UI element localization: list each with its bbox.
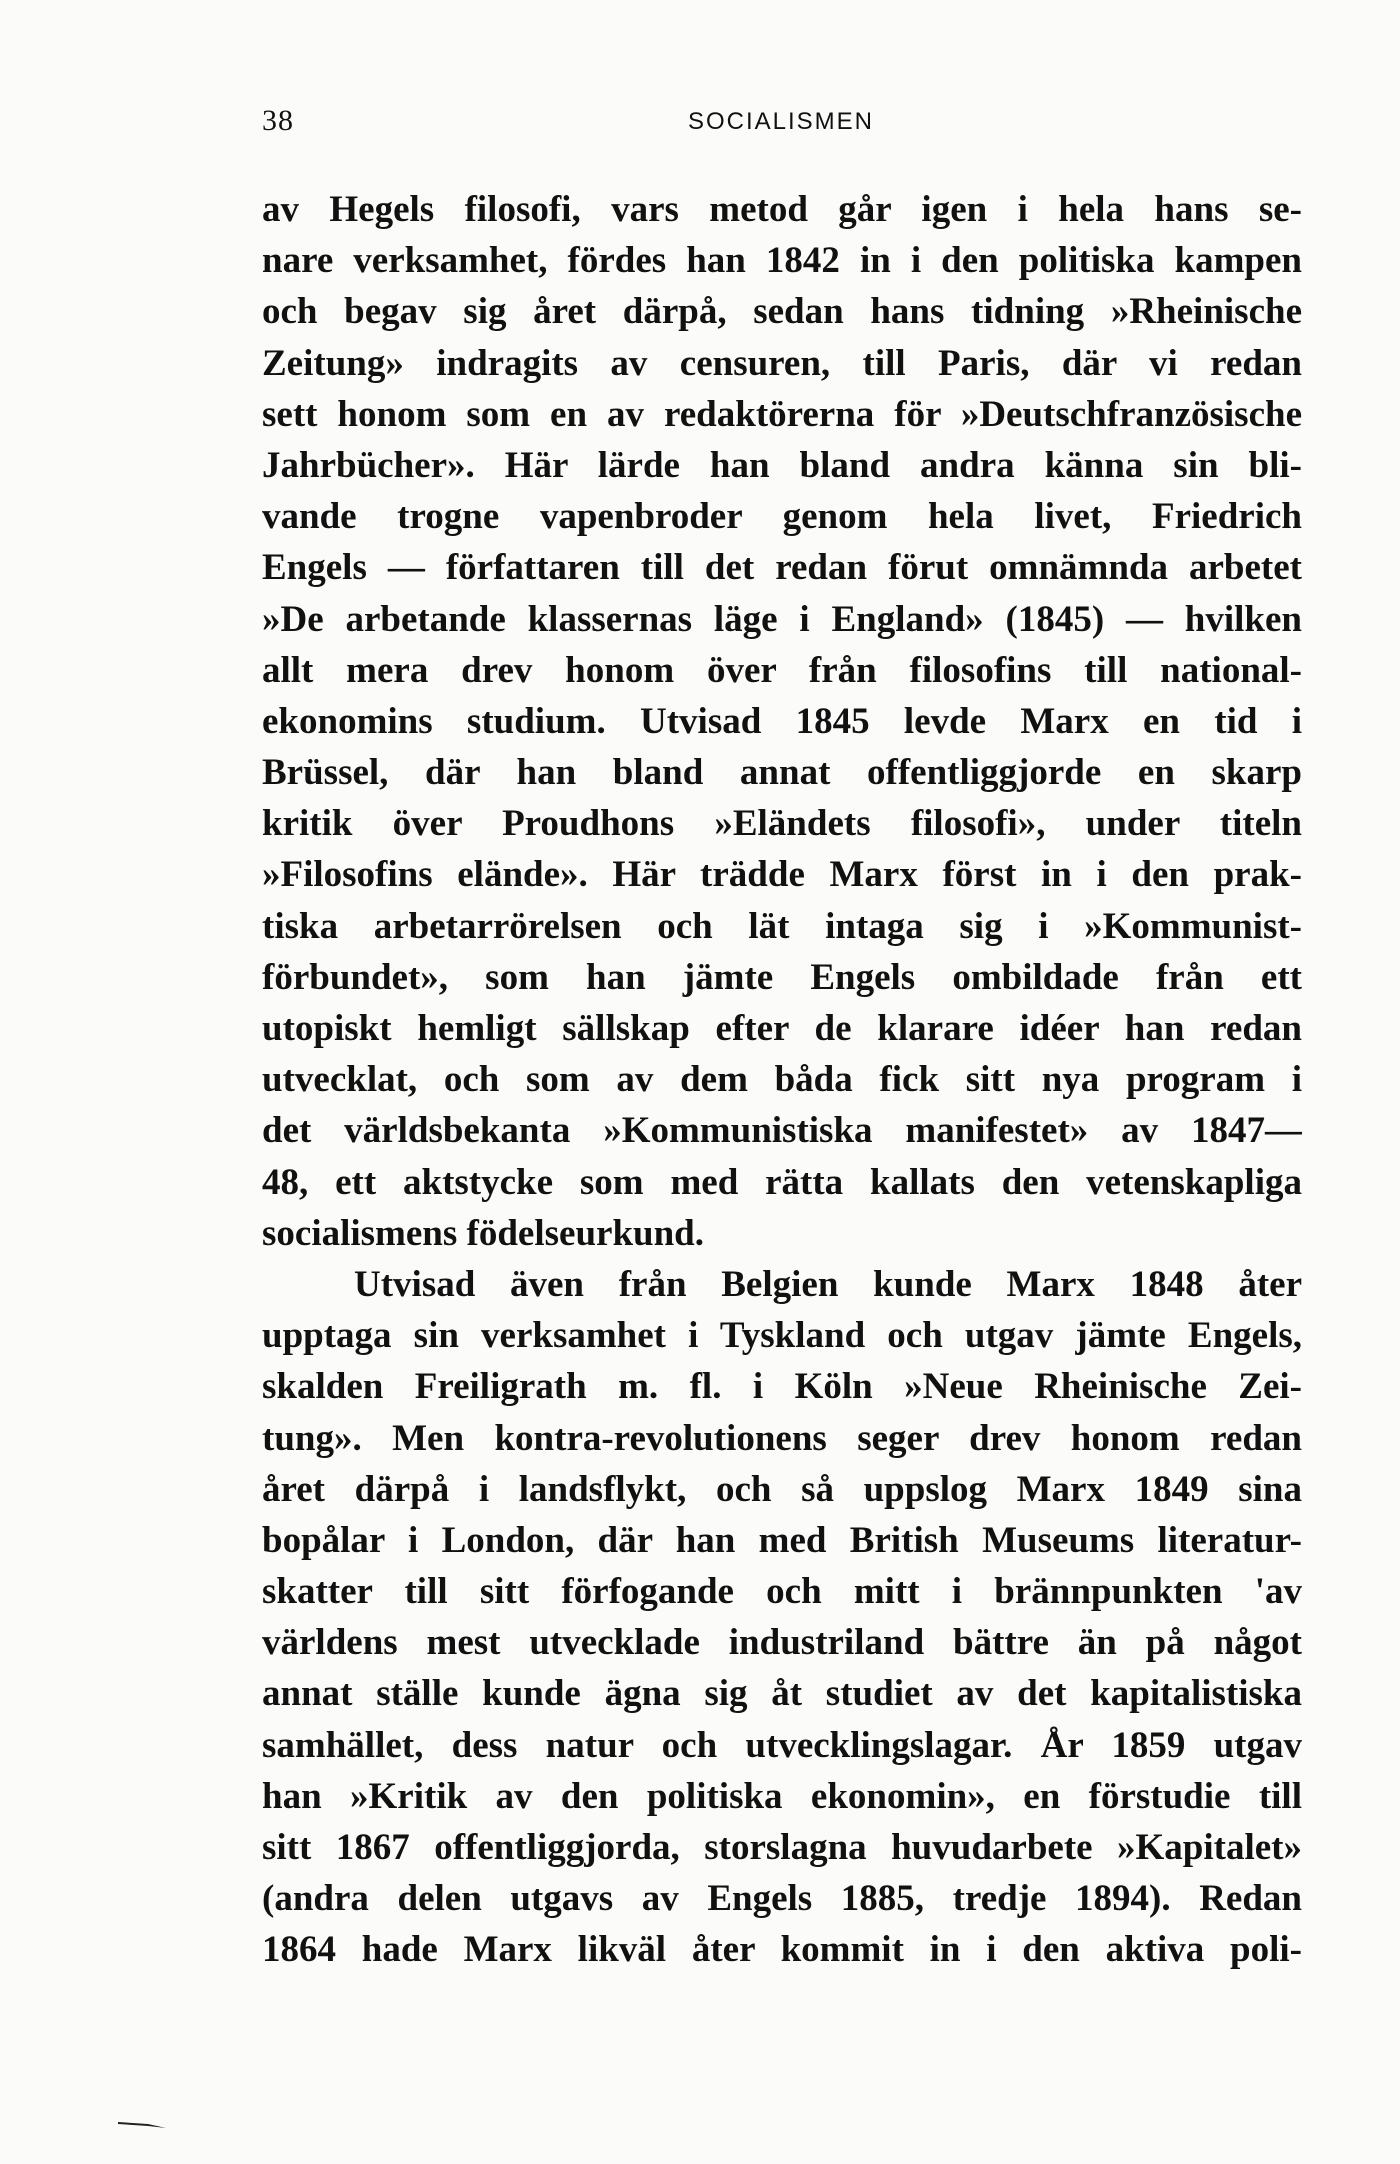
text-line: socialismens födelseurkund. xyxy=(262,1212,705,1254)
text-line: »De arbetande klassernas läge i England» (1845) — hvilken xyxy=(262,598,1302,640)
text-line: tiska arbetarrörelsen och lät intaga sig i »Kommunist- xyxy=(262,905,1302,947)
text-line: vande trogne vapenbroder genom hela livet, Friedrich xyxy=(262,496,1302,538)
text-line: »Filosofins elände». Här trädde Marx först in i den prak- xyxy=(262,854,1302,896)
text-line: Zeitung» indragits av censuren, till Paris, där vi redan xyxy=(262,342,1302,384)
text-line: han »Kritik av den politiska ekonomin», en förstudie till xyxy=(262,1775,1302,1817)
text-line: annat ställe kunde ägna sig åt studiet av det kapitalistiska xyxy=(262,1673,1302,1715)
text-line: 1864 hade Marx likväl åter kommit in i den aktiva poli- xyxy=(262,1929,1302,1971)
text-line: 48, ett aktstycke som med rätta kallats den vetenskapliga xyxy=(262,1161,1302,1203)
text-line: Jahrbücher». Här lärde han bland andra känna sin bli- xyxy=(262,444,1302,486)
text-line: allt mera drev honom över från filosofins till national- xyxy=(262,649,1302,691)
text-line: Utvisad även från Belgien kunde Marx 1848 åter xyxy=(354,1263,1302,1305)
text-line: kritik över Proudhons »Eländets filosofi», under titeln xyxy=(262,803,1302,845)
text-line: samhället, dess natur och utvecklingslagar. År 1859 utgav xyxy=(262,1724,1302,1766)
text-line: bopålar i London, där han med British Museums literatur- xyxy=(262,1519,1302,1561)
text-line: det världsbekanta »Kommunistiska manifestet» av 1847— xyxy=(262,1110,1302,1152)
text-line: utvecklat, och som av dem båda fick sitt nya program i xyxy=(262,1059,1302,1101)
text-line: Brüssel, där han bland annat offentliggjorde en skarp xyxy=(262,752,1302,794)
text-line: nare verksamhet, fördes han 1842 in i den politiska kampen xyxy=(262,240,1302,282)
text-line: tung». Men kontra-revolutionens seger drev honom redan xyxy=(262,1417,1302,1459)
text-line: skatter till sitt förfogande och mitt i brännpunkten 'av xyxy=(262,1571,1302,1613)
running-title: SOCIALISMEN xyxy=(687,108,875,135)
page-number: 38 xyxy=(262,104,294,137)
text-line: skalden Freiligrath m. fl. i Köln »Neue Rheinische Zei- xyxy=(262,1366,1302,1408)
paragraph-1 xyxy=(262,184,1302,1259)
scan-mark xyxy=(118,2118,166,2130)
text-line: året därpå i landsflykt, och så uppslog Marx 1849 sina xyxy=(262,1468,1302,1510)
text-line: av Hegels filosofi, vars metod går igen i hela hans se- xyxy=(262,189,1302,230)
text-line: utopiskt hemligt sällskap efter de klarare idéer han redan xyxy=(262,1008,1302,1049)
paragraph-2 xyxy=(262,1259,1302,1976)
text-line: (andra delen utgavs av Engels 1885, tredje 1894). Redan xyxy=(262,1878,1302,1920)
body-text xyxy=(262,184,1302,1976)
running-header xyxy=(262,104,1300,144)
text-line: ekonomins studium. Utvisad 1845 levde Marx en tid i xyxy=(262,700,1302,742)
text-line: förbundet», som han jämte Engels ombildade från ett xyxy=(262,956,1302,998)
text-line: upptaga sin verksamhet i Tyskland och utgav jämte Engels, xyxy=(262,1315,1302,1357)
text-line: sitt 1867 offentliggjorda, storslagna huvudarbete »Kapitalet» xyxy=(262,1827,1302,1868)
text-line: Engels — författaren till det redan förut omnämnda arbetet xyxy=(262,547,1302,589)
text-line: världens mest utvecklade industriland bättre än på något xyxy=(262,1622,1302,1664)
text-line: sett honom som en av redaktörerna för »Deutschfranzösische xyxy=(262,393,1302,435)
text-line: och begav sig året därpå, sedan hans tidning »Rheinische xyxy=(262,291,1302,333)
